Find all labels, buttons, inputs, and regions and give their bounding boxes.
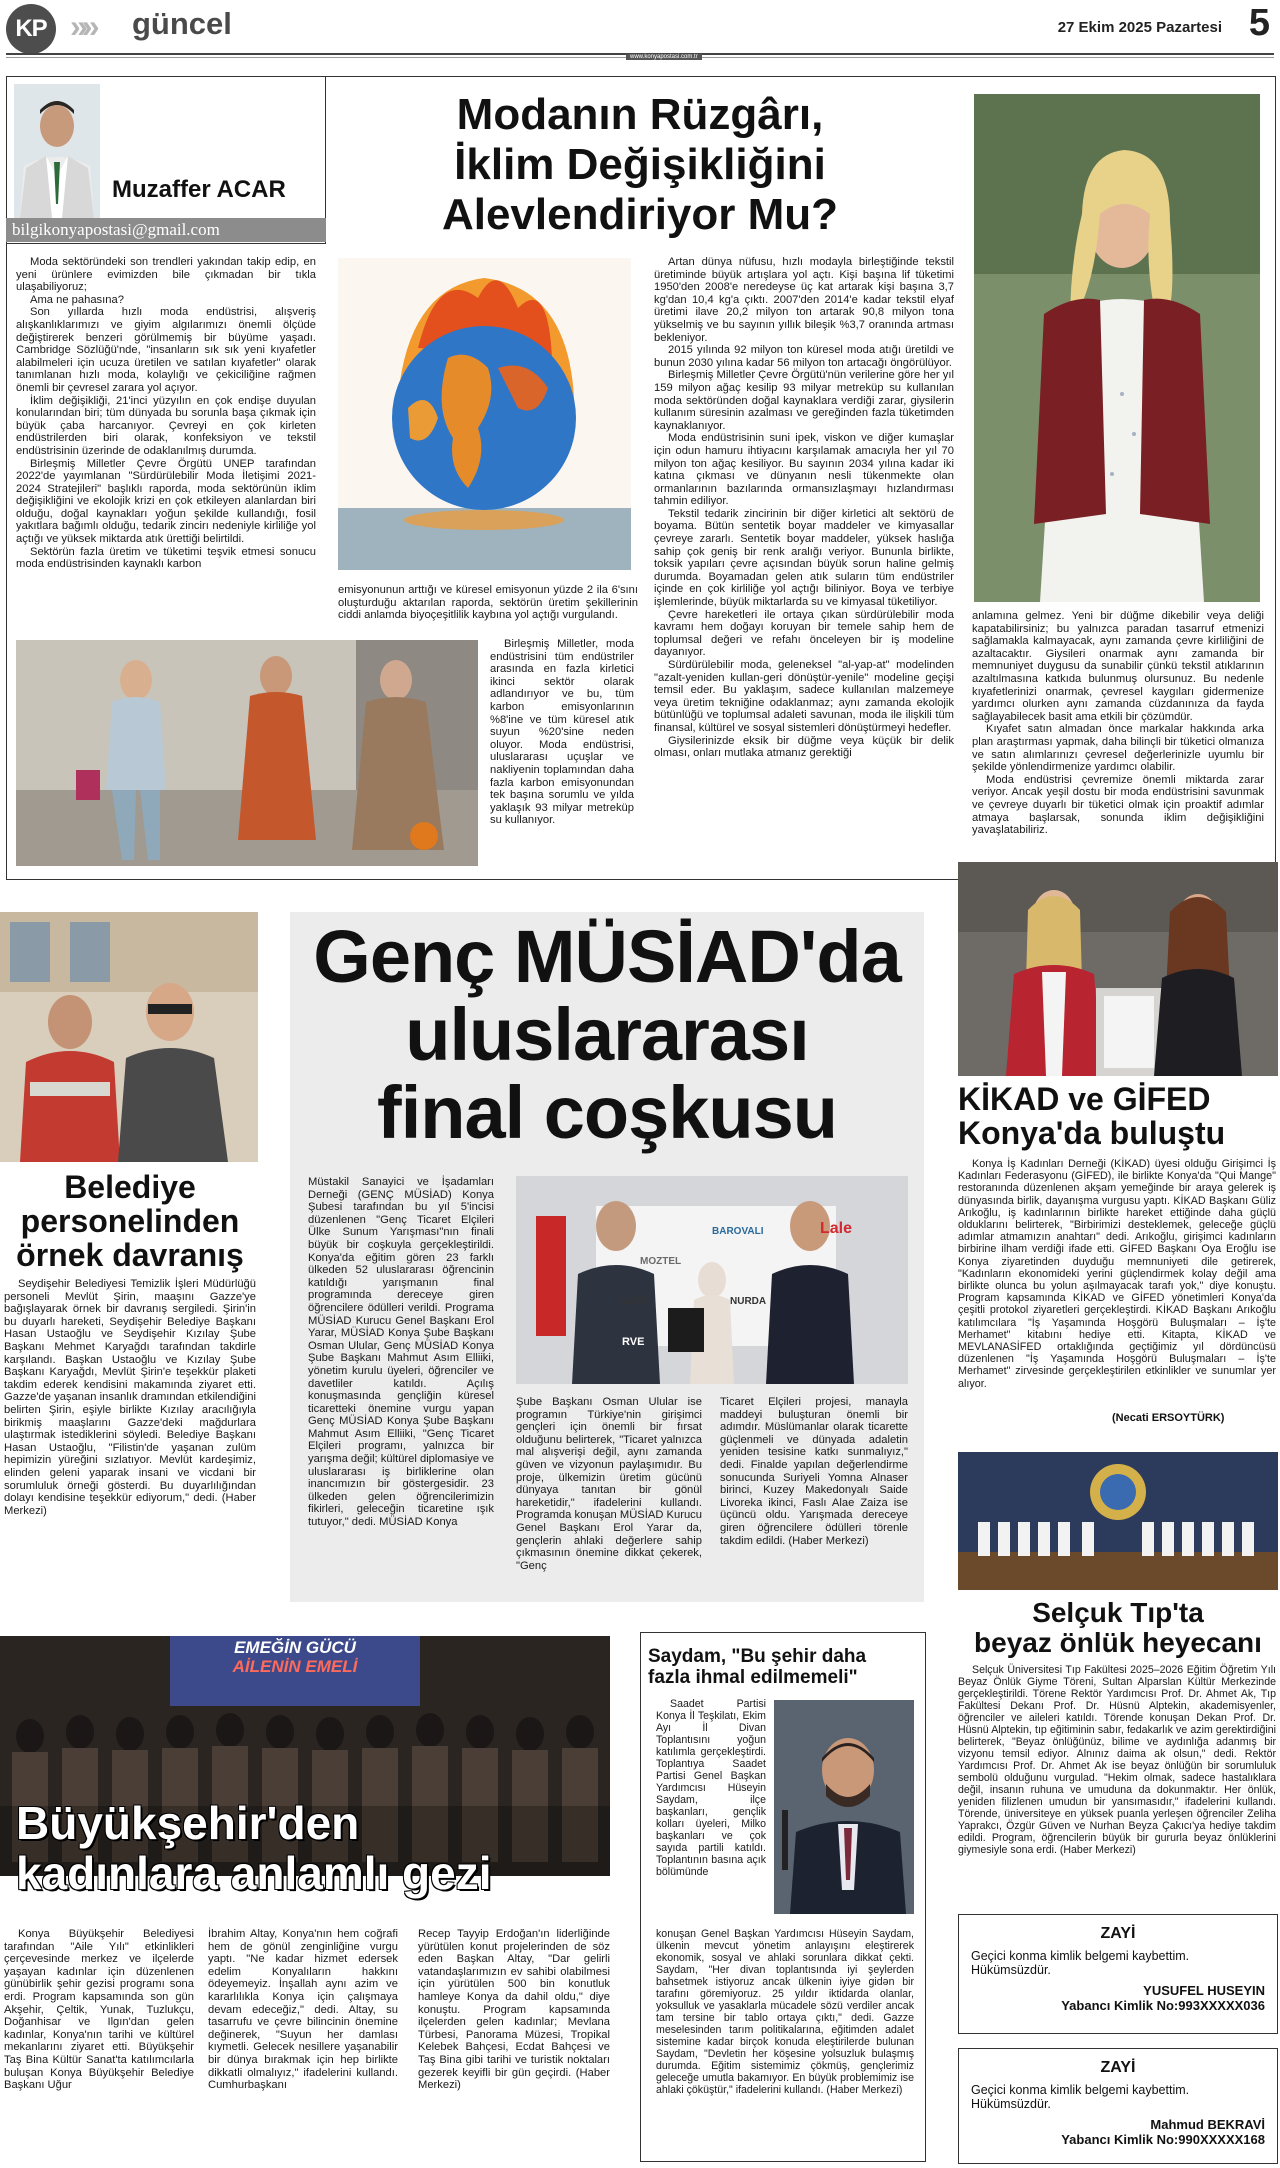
paragraph: Birleşmiş Milletler Çevre Örgütü'nün verilerine göre her yıl 159 milyon ağaç kesilip 93 milyar metreküp su kullanılan moda sektöründen doğal kaynaklara verdiği zarar, giysilerin kullanım süresinin azalması ve gereğinden fazla tüketimden kaynaklanıyor.	[654, 369, 954, 432]
ad-title: ZAYİ	[1100, 1925, 1136, 1942]
headline-line: fazla ihmal edilmemeli"	[648, 1667, 858, 1688]
belediye-headline	[4, 1170, 256, 1272]
ad-text: Geçici konma kimlik belgemi kaybettim. Hükümsüzdür.	[971, 1949, 1190, 1977]
musiad-headline	[290, 915, 924, 1154]
musiad-column-2	[516, 1396, 702, 1572]
buyuksehir-column-3	[418, 1928, 610, 2092]
photo-logo-text: NARK	[620, 1296, 649, 1307]
musiad-column-3	[720, 1396, 908, 1547]
author-photo	[14, 84, 100, 218]
paragraph: Giysilerinizde eksik bir düğme veya küçük bir delik olması, onları mutlaka atmanız gerektiği	[654, 734, 954, 760]
lead-column-4	[972, 610, 1264, 837]
headline-line: kadınlara anlamlı gezi	[16, 1847, 492, 1899]
belediye-body	[4, 1278, 256, 1517]
paragraph: İbrahim Altay, Konya'nın hem coğrafi hem de gönül zenginliğine vurgu yaptı. "Ne kadar hizmet edersek edelim Konyalıların hakkını ödeyemeyiz. İnşallah aynı azim ve kararlılıkla Konya için çalışmaya devam edeceğiz," dedi. Altay, su tasarrufu ve çevre bilincinin önemine değinerek, "Suyun her damlası kıymetli. Gelecek nesillere yaşanabilir bir dünya bırakmak için hep birlikte dikkatli olmalıyız," ifadelerini kullandı. Cumhurbaşkanı	[208, 1928, 398, 2092]
musiad-column-1	[308, 1176, 494, 1529]
paragraph: Seydişehir Belediyesi Temizlik İşleri Müdürlüğü personeli Mevlüt Şirin, maaşını Gazze'ye bağışlayarak örnek bir davranış sergiledi. Şirin'in bu duyarlı hareketi, Seydişehir Belediye Başkanı Hasan Ustaoğlu ve Seydişehir Kızılay Şube Başkanı Mehmet Karyağdı tarafından takdirle karşılandı. Başkan Ustaoğlu ve Kızılay Şube Başkanı Karyağdı, Mevlüt Şirin'e teşekkür plaketi takdim ederek kendisini makamında ziyaret etti. Gazze'de yaşanan insanlık dramından etkilendiğini belirten Şirin, eşiyle birlikte Kızılay aracılığıyla birikmiş maaşlarını Gazze'deki mağdurlara ulaştırmak istediklerini söyledi. Belediye Başkanı Hasan Ustaoğlu, "Filistin'de yaşanan zulüm hepimizin yüreğini sızlatıyor. Mevlüt kardeşimiz, elinden geleni yaparak insani ve vicdani bir sorumluluk örneği gösterdi. Bu duyarlılığından dolayı kendisine teşekkür ediyorum," dedi. (Haber Merkezi)	[4, 1278, 256, 1517]
ad-title: ZAYİ	[1100, 2059, 1136, 2076]
headline-line: final coşkusu	[377, 1071, 837, 1154]
paragraph: Moda sektöründeki son trendleri yakından takip edip, en yeni ürünlere evimizden bile çıkmadan bir tıkla ulaşabiliyoruz;	[16, 256, 316, 294]
ad-name: Mahmud BEKRAVİ	[1150, 2117, 1265, 2132]
headline-line: beyaz önlük heyecanı	[974, 1627, 1262, 1658]
kikad-signature: (Necati ERSOYTÜRK)	[1112, 1412, 1225, 1424]
burning-earth-illustration	[338, 258, 631, 570]
lead-headline-line: Alevlendiriyor Mu?	[441, 190, 839, 239]
photo-logo-text: NURDA	[730, 1296, 767, 1307]
buyuksehir-column-1	[4, 1928, 194, 2092]
saadet-body	[656, 1928, 914, 2096]
paragraph: Konya Büyükşehir Belediyesi tarafından "Aile Yılı" etkinlikleri çerçevesinde merkez ve ilçelerde yaşayan kadınlar için düzenlenen günübirlik şehir gezisi programı sona erdi. Program kapsamında son gün Akşehir, Çeltik, Yunak, Tuzlukçu, Doğanhisar ve Ilgın'dan gelen kadınlar, Konya'nın tarihi ve kültürel mekanlarını ziyaret etti. Büyükşehir Taş Bina Kültür Sanat'ta katılımcılarla buluşan Konya Büyükşehir Belediye Başkanı Uğur	[4, 1928, 194, 2092]
paragraph: Selçuk Üniversitesi Tıp Fakültesi 2025–2026 Eğitim Öğretim Yılı Beyaz Önlük Giyme Töreni, Sultan Alparslan Kültür Merkezinde gerçekleştirildi. Törene Rektör Yardımcısı Prof. Dr. Ahmet Ak, Tıp Fakültesi Dekanı Prof. Dr. Hüsnü Alptekin, akademisyenler, öğrenciler ve aileleri katıldı. Törende konuşan Dekan Prof. Dr. Hüsnü Alptekin, tıp eğitiminin sabır, fedakarlık ve azim gerektirdiğini belirterek, "Beyaz önlüğünüz, bilime ve aydınlığa adanmış bir vizyonu temsil ediyor. Alnınız daima ak olsun," dedi. Rektör Yardımcısı Prof. Dr. Ahmet Ak ise beyaz önlüğün bir sorumluluk sembolü olduğunu vurgulad. "Hekim olmak, sadece hastalıklara değil, insanın ruhuna ve umuduna da dokunmaktır. Her önlük, yeniden filizlenen umudun bir yansımasıdır," ifadelerini kullandı. Törende, üniversiteye en yüksek puanla yerleşen öğrenciler Zeliha Yaprakcı, Özgür Güven ve Nurhan Beyza Çakıcı'ya hediye takdim edildi. Program, öğrencilerin büyük bir gururla beyaz önlüklerini giymesiyle sona erdi. (Haber Merkezi)	[958, 1664, 1276, 1856]
zayi-ad	[958, 1914, 1278, 2034]
headline-line: Selçuk Tıp'ta	[1032, 1597, 1204, 1628]
photo-logo-text: RVE	[622, 1336, 645, 1348]
paragraph: Kıyafet satın almadan önce markalar hakkında arka plan araştırması yapmak, daha bilinçli bir tüketici olmanıza ve satın alımlarınızı çevresel değerlerinizle uyumlu bir şekilde yönlendirmenize yardımcı olabilir.	[972, 723, 1264, 774]
paragraph: Recep Tayyip Erdoğan'ın liderliğinde yürütülen konut projelerinden de söz eden Başkan Altay, "Dar gelirli vatandaşlarımızın ev sahibi olabilmesi için yürütülen 500 bin konutluk hamleye Konya da dahil oldu," diye konuştu. Program kapsamında ilçelerden gelen kadınlar; Mevlana Türbesi, Panorama Müzesi, Tropikal Kelebek Bahçesi, Ecdat Bahçesi ve Taş Bina gibi tarihi ve turistik noktaları gezerek keyifli bir gün geçirdi. (Haber Merkezi)	[418, 1928, 610, 2092]
kikad-headline	[958, 1082, 1278, 1150]
paragraph: Çevre hareketleri ile ortaya çıkan sürdürülebilir moda kavramı hem doğayı koruyan bir temele sahip hem de toplumsal değeri ve refahı önceleyen bir iş modeline dayanıyor.	[654, 608, 954, 659]
paragraph: İklim değişikliği, 21'inci yüzyılın en çok endişe duyulan konularından biri; tüm dünyada bu sorunla başa çıkmak için büyük çaba harcanıyor. Çevreyi en çok kirleten endüstrilerden biri olarak, konfeksiyon ve tekstil endüstrisinin üzerinde de odaklanılmış durumda.	[16, 394, 316, 457]
photo-logo-text: Lale	[820, 1220, 853, 1237]
kikad-photo	[958, 862, 1278, 1076]
lead-column-3	[654, 256, 954, 760]
paragraph: Moda endüstrisinin suni ipek, viskon ve diğer kumaşlar için odun hamuru ihtiyacını karşılamak amacıyla her yıl 70 milyon ton ağaç kesiliyor. Bu sayının 2034 yılına kadar iki katına çıkması ve dünyanın nesli tükenmekte olan ormanlarının bazılarında ormansızlaşmayı hızlandırması tahmin ediliyor.	[654, 432, 954, 508]
kikad-body	[958, 1158, 1276, 1390]
headline-line: Saydam, "Bu şehir daha	[648, 1646, 867, 1667]
headline-line: Belediye	[64, 1169, 196, 1205]
saadet-speaker-photo	[774, 1700, 914, 1914]
paragraph: Artan dünya nüfusu, hızlı modayla birleştiğinde tekstil üretiminde büyük artışlara yol açtı. Kişi başına lif tüketimi 1950'den 2008'e neredeyse üç kat artarak kişi başına 3,7 kg'dan 10,4 kg'a çıktı. 2007'den 2014'e kadar tekstil elyaf üretimi ilave 20,2 milyon ton artarak 90,8 milyon tona yükselmiş ve bu sayının yıllık bileşik %3,7 oranında artması bekleniyor.	[654, 256, 954, 344]
saadet-headline	[648, 1646, 924, 1688]
headline-line: Konya'da buluştu	[958, 1115, 1226, 1151]
ad-id: Yabancı Kimlik No:990XXXXX168	[1061, 2132, 1265, 2147]
paragraph: Moda endüstrisi çevremize önemli miktarda zarar veriyor. Ancak yeşil dostu bir moda endüstrisini savunmak ve çevreye duyarlı bir tüketici olmak için proaktif adımlar atmaya başlarsak, sonunda iklim değişikliğini yavaşlatabiliriz.	[972, 773, 1264, 837]
headline-line: uluslararası	[405, 993, 809, 1076]
paragraph: Sektörün fazla üretim ve tüketimi teşvik etmesi sonucu moda endüstrisinden kaynaklı karbon	[16, 545, 316, 571]
banner-line: AİLENİN EMELİ	[232, 1657, 358, 1676]
headline-line: Büyükşehir'den	[16, 1797, 360, 1849]
paragraph: Sürdürülebilir moda, geleneksel "al-yap-at" modelinden "azalt-yeniden kullan-geri dönüştür-yenile" modeline geçişi temsil eder. Bu yaklaşım, sadece kullanılan malzemeye veya üretim tekniğine odaklanmaz; aynı zamanda ekolojik bütünlüğü ve toplumsal adaleti savunan, moda ile ilişkili tüm finansal, kültürel ve sosyal sistemleri dönüştürmeyi hedefler.	[654, 659, 954, 734]
paragraph: Ticaret Elçileri projesi, manayla maddeyi buluşturan önemli bir adımdır. Müslümanlar olarak ticarette güçlenmeli ve dünyada adaletin yeniden tesisine katkı sunmalıyız," dedi. Finalde yapılan değerlendirme sonucunda Suriyeli Yomna Alnaser birinci, Kuzey Makedonyalı Saide Livoreka ikinci, Faslı Alae Zaiza ise üçüncü oldu. Yarışmada dereceye giren öğrencilere ödülleri törenle takdim edildi. (Haber Merkezi)	[720, 1396, 908, 1547]
paragraph: konuşan Genel Başkan Yardımcısı Hüseyin Saydam, ülkenin mevcut yönetim anlayışını eleştirerek ekonomik, sosyal ve ahlaki sorunlara dikkat çekti. Saydam, "Her divan toplantısında iyi şeylerden bahsetmek istiyoruz ancak ülkenin iyiye gidən bir tarafını göremiyoruz. 25 yıldır iktidarda olanlar, yoksulluk ve yasaklarla mücadele sözü verdiler ancak tam tersine bir tablo ortaya çıktı," dedi. Gazze meselesinden tarım politikalarına, eğitimden adalet sistemine kadar birçok konuda eleştirilerde bulunan Saydam, "Devletin her köşesine yolsuzluk bulaşmış durumda. Eğitim sistemimiz çökmüş, gençlerimiz geleceğe umutla bakamıyor. En büyük problemimiz ise ahlaki çöküştür," ifadelerini kullandı. (Haber Merkezi)	[656, 1928, 914, 2096]
paragraph: Tekstil tedarik zincirinin bir diğer kirletici alt sektörü de boyama. Bütün sentetik boyar maddeler ve kimyasallar çevreye zararlı. Sentetik boyar maddeler, yüksek haslığa sahip çok geniş bir renk aralığı veriyor. Bununla birlikte, toksik yapıları çevre açısından büyük sorun haline gelmiş durumda. Boyamadan gelen atık suların tüm endüstriler içinde en çok kirliliğe yol açtığı biliniyor. Boya ve terbiye işlemlerinde, büyük miktarlarda su ve kimyasal tüketiliyor.	[654, 507, 954, 609]
ad-name: YUSUFEL HUSEYIN	[1143, 1983, 1265, 1998]
paragraph: Birleşmiş Milletler, moda endüstrisini tüm endüstriler arasında en fazla kirletici ikinci sektör olarak adlandırıyor ve bu, tüm karbon emisyonlarının %8'ine ve tüm küresel atık suyun %20'sine neden oluyor. Moda endüstrisi, uluslararası uçuşlar ve nakliyenin toplamından daha fazla karbon emisyonundan tek başına sorumlu ve yılda yaklaşık 93 milyar metreküp su kullanıyor.	[490, 638, 634, 827]
author-name: Muzaffer ACAR	[112, 176, 286, 203]
website-url: www.konyapostasi.com.tr	[626, 54, 702, 60]
headline-line: personelinden	[20, 1203, 240, 1239]
lead-headline	[340, 90, 940, 240]
paragraph: 2015 yılında 92 milyon ton küresel moda atığı üretildi ve bunun 2030 yılına kadar 56 milyon ton artacağı öngörülüyor.	[654, 344, 954, 369]
buyuksehir-column-2	[208, 1928, 398, 2092]
selcuk-headline	[958, 1598, 1278, 1658]
zayi-ad	[958, 2048, 1278, 2164]
paragraph: Birleşmiş Milletler Çevre Örgütü UNEP tarafından 2022'de yayımlanan "Sürdürülebilir Moda İletişimi 2021-2024 Stratejileri" başlıklı raporda, moda sektörünün iklim değişikliğini ve ekolojik krizi en çok etkileyen alanlardan biri olduğu, doğal kaynakları yoğun şekilde kullandığı, fosil yakıtlara bağımlı olduğu, tedarik zincirı nedeniyle kirliliğe yol açtığı ve yüksek miktarda atık ürettiği belirtildi.	[16, 457, 316, 546]
paragraph: Konya İş Kadınları Derneği (KİKAD) üyesi olduğu Girişimci İş Kadınları Federasyonu (GİFED), ile birlikte Konya'da "Qui Mange" restoranında düzenlenen akşam yemeğinde bir araya gelerek iş dünyasında birlik, dayanışma vurgusu yaptı. KİKAD Başkanı Güliz Arıkoğlu, iş kadınlarının birlikte hareket ettiğinde daha güçlü olduklarını belirterek, "Birbirimizi desteklemek, geleceğe güçlü adımlar atmamızın anahtarı" dedi. Arıkoğlu, girişimci kadınların birbirine ilham verdiği ifade etti. GİFED Başkanı Oya Eroğlu ise Konya ziyaretinden duyduğu memnuniyeti dile getirerek, "Kadınların ekonomideki yerini güçlendirmek kolay değil ama birlikte olunca bu yolun aşılmayacak tarafı yok," diye konuştu. Program kapsamında KİKAD ve GİFED yönetimleri Konya'da çeşitli protokol ziyaretleri gerçekleştirdi. KİKAD Başkanı Arıkoğlu katılımcılara "İş Yaşamında Hoşgörü Buluşmaları – İş'te Merhamet" kitabını hediye etti. Kitapta, KİKAD ve MEVLANASİFED ortaklığında geçtiğimiz yıl dördüncüsü düzenlenen "İş Yaşamında Hoşgörü Buluşmaları – İş'te Merhamet" zirvesinde gerçekleştirilen etkinlikler ve sunumlar yer alıyor.	[958, 1158, 1276, 1390]
page-number: 5	[1248, 2, 1270, 44]
belediye-photo	[0, 912, 258, 1162]
headline-line: Genç MÜSİAD'da	[313, 915, 901, 998]
headline-line: örnek davranış	[16, 1237, 244, 1273]
lead-headline-line: İklim Değişikliğini	[454, 140, 826, 189]
photo-logo-text: MOZTEL	[640, 1256, 682, 1267]
lead-headline-line: Modanın Rüzgârı,	[456, 90, 824, 139]
lead-column-2b	[490, 638, 634, 827]
buyuksehir-headline	[16, 1798, 606, 1898]
selcuk-body	[958, 1664, 1276, 1856]
paragraph: Saadet Partisi Konya İl Teşkilatı, Ekim Ayı İl Divan Toplantısını yoğun katılımla gerçekleştirdi. Toplantıya Saadet Partisi Genel Başkan Yardımcısı Hüseyin Saydam, ilçe başkanları, gençlik kolları üyeleri, Milko başkanları ve çok sayıda partili katıldı. Toplantının basına açık bölümünde	[656, 1698, 766, 1878]
musiad-award-photo	[516, 1176, 908, 1384]
paragraph: emisyonunun arttığı ve küresel emisyonun yüzde 2 ila 6'sını oluşturduğu aktarılan raporda, sektörün üretim şekillerinin ciddi anlamda biyoçeşitlilik kaybına yol açtığı vurgulandı.	[338, 584, 638, 622]
banner-text	[200, 1638, 390, 1676]
section-title: güncel	[132, 6, 232, 41]
chevron-right-icon: »»	[70, 8, 94, 44]
photo-logo-text: BAROVALI	[712, 1226, 764, 1237]
logo: KP	[6, 4, 56, 54]
headline-line: KİKAD ve GİFED	[958, 1081, 1211, 1117]
saadet-intro	[656, 1698, 766, 1878]
paragraph: Ama ne pahasına?	[30, 293, 124, 306]
woman-red-jacket-photo	[974, 94, 1260, 602]
paragraph: anlamına gelmez. Yeni bir düğme dikebilir veya deliği kapatabilirsiniz; bu yalnızca paradan tasarruf etmenizi sağlamakla kalmayacak, aynı zamanda çevre kirliliğini de azaltacaktır. Giysileri onarmak aynı zamanda bir memnuniyet duygusu da sunabilir çünkü tekstil atıklarının azaltılmasına katkıda bulunmuş olursunuz. Bu nedenle kıyafetlerinizi onarmak, çevresel kaygıları gidermenize yardımcı olurken aynı zamanda cüzdanınıza da fayda sağlayabilecek basit ama etkili bir çözümdür.	[972, 610, 1264, 723]
paragraph: Son yıllarda hızlı moda endüstrisi, alışveriş alışkanlıklarımızı ve giyim algılarımızı önemli ölçüde değiştirerek benzeri görülmemiş bir büyüme yaşadı. Cambridge Sözlüğü'nde, "insanların sık sık yeni kıyafetler alabilmeleri için ucuza üretilen ve satılan kıyafetler" olarak tanımlanan hızlı moda, kolaylığı ve çekiciliğine rağmen önemli bir çevresel zarara yol açıyor.	[16, 306, 316, 394]
street-fashion-photo	[16, 640, 478, 866]
lead-column-1	[16, 256, 316, 571]
banner-line: EMEĞİN GÜCÜ	[234, 1638, 356, 1657]
ad-text: Geçici konma kimlik belgemi kaybettim. Hükümsüzdür.	[971, 2083, 1190, 2111]
issue-date: 27 Ekim 2025 Pazartesi	[1057, 19, 1222, 36]
lead-column-2a	[338, 584, 638, 622]
ad-id: Yabancı Kimlik No:993XXXXX036	[1061, 1998, 1265, 2013]
paragraph: Şube Başkanı Osman Ulular ise programın Türkiye'nin girişimci gençleri için önemli bir fırsat olduğunu belirterek, "Ticaret yalnızca mal alışverişi değil, aynı zamanda güven ve vizyonun paylaşımıdır. Bu proje, ülkemizin üretim gücünü dünyaya tanıtan bir gönül hareketidir," ifadelerini kullandı. Programda konuşan MÜSİAD Kurucu Genel Başkanı Erol Yarar da, gençlerin ahlaki değerlere sahip çıkmasının önemine dikkat çekerek, "Genç	[516, 1396, 702, 1572]
paragraph: Müstakil Sanayici ve İşadamları Derneği (GENÇ MÜSİAD) Konya Şubesi tarafından bu yıl 5'incisi düzenlenen "Genç Ticaret Elçileri Ülke Sunum Yarışması"nın finali büyük bir coşkuyla gerçekleştirildi. Konya'da eğitim gören 23 farklı ülkeden 52 uluslararası öğrencinin katıldığı yarışmanın final programında dereceye giren öğrencilere ödülleri verildi. Programa MÜSİAD Kurucu Genel Başkanı Erol Yarar, MÜSİAD Konya Şube Başkanı Osman Ulular, Genç MÜSİAD Konya Şube Başkanı Mahmut Asım Elliiki, yönetim kurulu üyeleri, öğrenciler ve davetliler katıldı. Açılış konuşmasında gençliğin küresel ticaretteki önemine vurgu yapan Genç MÜSİAD Konya Şube Başkanı Mahmut Asım Elliiki, "Genç Ticaret Elçileri programı, yalnızca bir yarışma değil; kültürel diplomasiye ve uluslararası iş birliklerine olan inancımızın bir göstergesidir. 23 ülkeden gelen öğrencilerimizin fikirleri, geleceğin ticaretine ışık tutuyor," dedi. MÜSİAD Konya	[308, 1176, 494, 1529]
author-email: bilgikonyapostasi@gmail.com	[6, 218, 326, 242]
selcuk-ceremony-photo	[958, 1452, 1278, 1590]
